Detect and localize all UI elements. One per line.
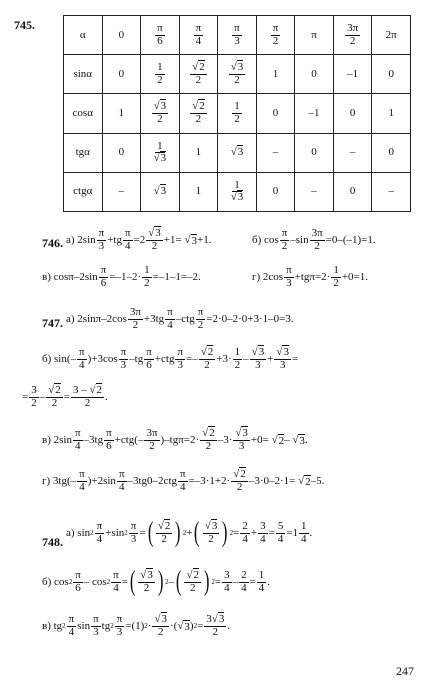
exercise-746-label: 746. (42, 236, 63, 250)
page-number: 247 (396, 664, 414, 678)
header-cell: $\frac{\pi}{2}$ (256, 16, 295, 55)
table-cell: 0 (102, 133, 141, 172)
table-row (64, 133, 411, 172)
header-cell: $\frac{\pi}{4}$ (179, 16, 218, 55)
ex747-b1: б) sin(– $\frac{\pi}{4}$ )+3cos $\frac{\pi}{3}$ –tg $\frac{\pi}{6}$ +ctg $\frac{\pi}{3}$ =– $\frac{√2}{2}$ +3· $\frac{1}{2}$ – $\frac{√3}{3}$ + $\frac{√3}{3}$ = (42, 346, 299, 371)
table-row (64, 172, 411, 211)
table-cell: $\frac{√2}{2}$ (179, 94, 218, 133)
trig-values-table (63, 15, 411, 212)
ex746-g: г) 2cos $\frac{\pi}{3}$ +tgπ=2· $\frac{1}{2}$ +0=1. (252, 264, 369, 289)
exercise-745-label: 745. (14, 18, 35, 32)
table-cell: – (333, 133, 372, 172)
row-label: tgα (64, 133, 103, 172)
table-cell: 0 (333, 172, 372, 211)
ex748-a: а) sin 2 $\frac{\pi}{4}$ +sin 2 $\frac{\pi}{3}$ = ( $\frac{√2}{2}$ ) 2 + ( $\frac{√3}{2}$ ) 2 = $\frac{2}{4}$ + $\frac{3}{4}$ = $\frac{5}{4}$ =1 $\frac{1}{4}$ . (66, 517, 313, 548)
table-cell: 1 (372, 94, 411, 133)
table-cell: √3 (218, 133, 257, 172)
table-cell: 0 (256, 172, 295, 211)
row-label: sinα (64, 55, 103, 94)
table-cell: $\frac{1}{√3}$ (218, 172, 257, 211)
table-cell: 0 (372, 55, 411, 94)
table-cell: 1 (179, 133, 218, 172)
header-cell: π (295, 16, 334, 55)
table-cell: – (256, 133, 295, 172)
table-header-row (64, 16, 411, 55)
table-cell: 1 (256, 55, 295, 94)
table-cell: $\frac{1}{√3}$ (141, 133, 180, 172)
exercise-747-label: 747. (42, 316, 63, 330)
table-cell: – (372, 172, 411, 211)
table-cell: 0 (372, 133, 411, 172)
table-row (64, 94, 411, 133)
table-cell: $\frac{√3}{2}$ (141, 94, 180, 133)
table-row (64, 55, 411, 94)
ex747-v: в) 2sin $\frac{\pi}{4}$ –3tg $\frac{\pi}{6}$ +ctg(– $\frac{3\pi}{2}$ )–tgπ=2· $\frac{√2}{2}$ –3· $\frac{√3}{3}$ +0= √ 2 – √ 3 . (42, 427, 308, 452)
ex748-b: б) cos 2 $\frac{\pi}{6}$ – cos 2 $\frac{\pi}{4}$ = ( $\frac{√3}{2}$ ) 2 – ( $\frac{√2}{2}$ ) 2 = $\frac{3}{4}$ – $\frac{2}{4}$ = $\frac{1}{4}$ . (42, 566, 271, 597)
ex748-v: в) tg 2 $\frac{\pi}{4}$ sin $\frac{\pi}{3}$ tg 2 $\frac{\pi}{3}$ =(1) 2 · $\frac{√3}{2}$ ·(√ 3 ) 2 = $\frac{3√3}{2}$ . (42, 613, 231, 638)
ex747-g: г) 3tg(– $\frac{\pi}{4}$ )+2sin $\frac{\pi}{4}$ –3tg0–2ctg $\frac{\pi}{4}$ =–3·1+2· $\frac{√2}{2}$ –3·0–2·1= √ 2 –5. (42, 468, 325, 493)
table-cell: $\frac{√3}{2}$ (218, 55, 257, 94)
table-cell: 0 (102, 55, 141, 94)
table-cell: – (295, 172, 334, 211)
table-cell: $\frac{1}{2}$ (218, 94, 257, 133)
header-cell: α (64, 16, 103, 55)
ex747-b2: = $\frac{3}{2}$ – $\frac{√2}{2}$ = $\frac{3 - √2}{2}$ . (22, 384, 108, 409)
table-cell: 0 (333, 94, 372, 133)
table-cell: $\frac{√2}{2}$ (179, 55, 218, 94)
row-label: cosα (64, 94, 103, 133)
table-cell: √3 (141, 172, 180, 211)
ex747-a: а) 2sinπ–2cos $\frac{3\pi}{2}$ +3tg $\frac{\pi}{4}$ –ctg $\frac{\pi}{2}$ =2·0–2·0+3·1–0=3. (66, 306, 294, 331)
ex746-a: а) 2sin $\frac{\pi}{3}$ +tg $\frac{\pi}{4}$ =2 $\frac{√3}{2}$ +1= √ 3 +1. (66, 227, 212, 252)
table-cell: –1 (295, 94, 334, 133)
table-cell: 1 (179, 172, 218, 211)
table-cell: – (102, 172, 141, 211)
ex746-v: в) cosπ–2sin $\frac{\pi}{6}$ =–1–2· $\frac{1}{2}$ =–1–1=–2. (42, 264, 201, 289)
exercise-748-label: 748. (42, 535, 63, 549)
table-cell: 0 (256, 94, 295, 133)
header-cell: $\frac{\pi}{3}$ (218, 16, 257, 55)
ex746-b: б) cos $\frac{\pi}{2}$ –sin $\frac{3\pi}{2}$ =0–(–1)=1. (252, 227, 376, 252)
table-cell: 0 (295, 55, 334, 94)
table-cell: 1 (102, 94, 141, 133)
header-cell: $\frac{\pi}{6}$ (141, 16, 180, 55)
row-label: ctgα (64, 172, 103, 211)
table-cell: 0 (295, 133, 334, 172)
header-cell: $\frac{3\pi}{2}$ (333, 16, 372, 55)
header-cell: 2π (372, 16, 411, 55)
table-cell: –1 (333, 55, 372, 94)
table-cell: $\frac{1}{2}$ (141, 55, 180, 94)
header-cell: 0 (102, 16, 141, 55)
